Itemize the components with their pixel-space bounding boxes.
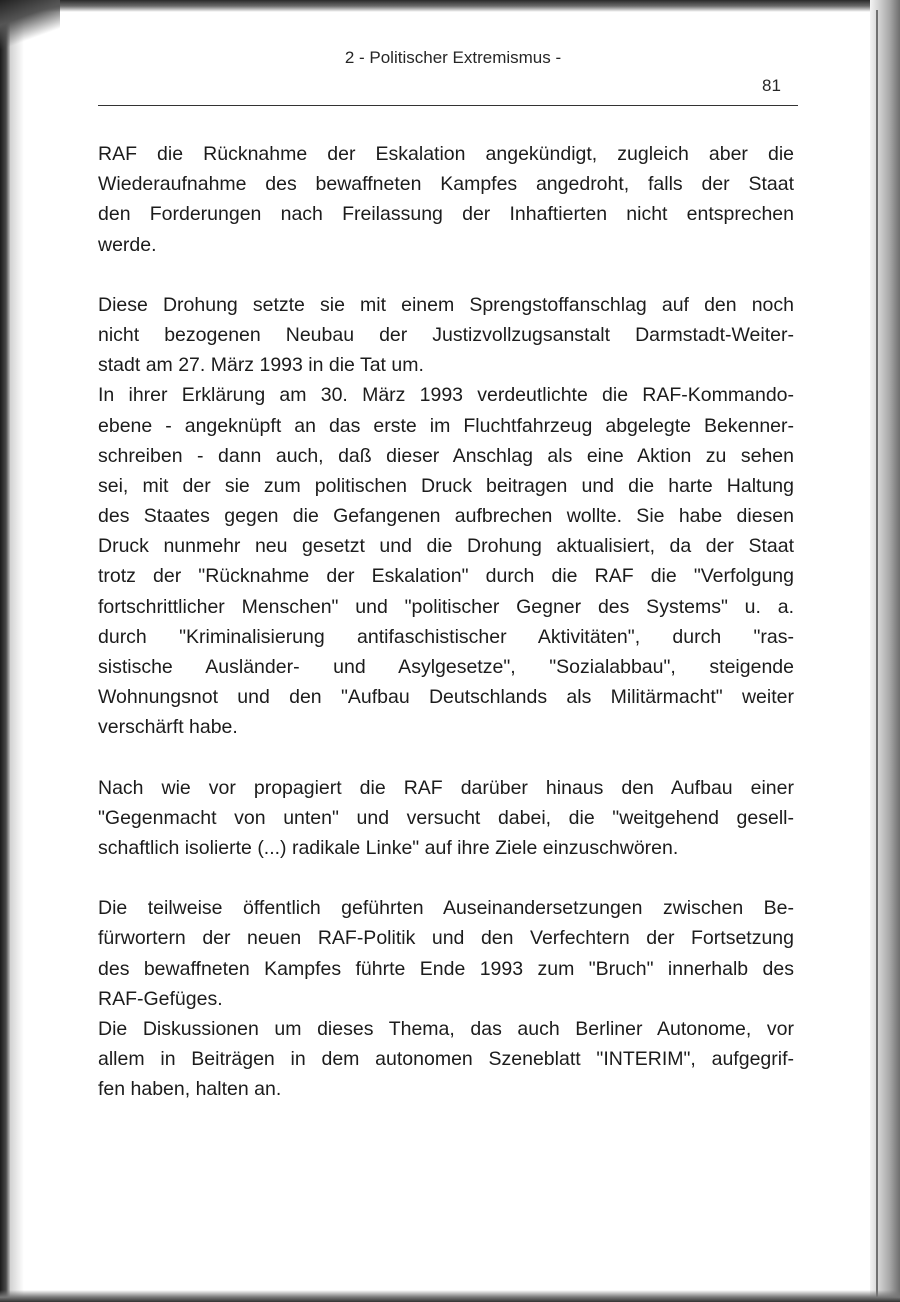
paragraph-5 (98, 893, 794, 1014)
text-line: allem in Beiträgen in dem autonomen Szeneblatt "INTERIM", aufgegrif- (98, 1048, 794, 1071)
running-title: 2 - Politischer Extremismus - (344, 48, 562, 67)
scan-edge-top (0, 0, 900, 12)
text-line: trotz der "Rücknahme der Eskalation" durch die RAF die "Verfolgung (98, 565, 794, 588)
scan-corner-top-left (0, 0, 60, 50)
text-line: ebene - angeknüpft an das erste im Fluchtfahrzeug abgelegte Bekenner- (98, 414, 794, 437)
paragraph-4 (98, 773, 794, 864)
text-line: nicht bezogenen Neubau der Justizvollzugsanstalt Darmstadt-Weiter- (98, 323, 794, 346)
paragraph-1 (98, 139, 794, 260)
text-line: Die teilweise öffentlich geführten Auseinandersetzungen zwischen Be- (98, 897, 794, 920)
paragraph-2 (98, 290, 794, 381)
text-line: fürwortern der neuen RAF-Politik und den Verfechtern der Fortsetzung (98, 927, 794, 950)
paragraph-gap (98, 260, 794, 290)
body-text (98, 139, 794, 1104)
text-line: fortschrittlicher Menschen" und "politischer Gegner des Systems" u. a. (98, 595, 794, 618)
text-line: Druck nunmehr neu gesetzt und die Drohung aktualisiert, da der Staat (98, 535, 794, 558)
text-line: RAF-Gefüges. (98, 987, 223, 1010)
text-line: fen haben, halten an. (98, 1078, 282, 1101)
text-line: schaftlich isolierte (...) radikale Linke" auf ihre Ziele einzuschwören. (98, 836, 679, 859)
text-line: des Staates gegen die Gefangenen aufbrechen wollte. Sie habe diesen (98, 505, 794, 528)
text-line: den Forderungen nach Freilassung der Inhaftierten nicht entsprechen (98, 203, 794, 226)
text-line: In ihrer Erklärung am 30. März 1993 verdeutlichte die RAF-Kommando- (98, 384, 794, 407)
text-line: Wiederaufnahme des bewaffneten Kampfes angedroht, falls der Staat (98, 173, 794, 196)
page-number: 81 (762, 76, 781, 95)
paragraph-3 (98, 380, 794, 742)
paragraph-6 (98, 1014, 794, 1105)
text-line: stadt am 27. März 1993 in die Tat um. (98, 354, 424, 377)
text-line: Nach wie vor propagiert die RAF darüber hinaus den Aufbau einer (98, 776, 794, 799)
text-line: des bewaffneten Kampfes führte Ende 1993 zum "Bruch" innerhalb des (98, 957, 794, 980)
running-head (0, 48, 900, 68)
scan-edge-left-shadow (10, 0, 24, 1302)
text-line: "Gegenmacht von unten" und versucht dabei, die "weitgehend gesell- (98, 806, 794, 829)
text-line: sei, mit der sie zum politischen Druck beitragen und die harte Haltung (98, 474, 794, 497)
scan-edge-bottom (0, 1290, 900, 1302)
text-line: Die Diskussionen um dieses Thema, das auch Berliner Autonome, vor (98, 1017, 794, 1040)
paragraph-gap (98, 863, 794, 893)
text-line: sistische Ausländer- und Asylgesetze", "Sozialabbau", steigende (98, 656, 794, 678)
text-line: verschärft habe. (98, 716, 238, 739)
header-rule (98, 105, 798, 106)
text-line: schreiben - dann auch, daß dieser Anschlag als eine Aktion zu sehen (98, 444, 794, 467)
text-line: Diese Drohung setzte sie mit einem Sprengstoffanschlag auf den noch (98, 293, 794, 316)
text-line: Wohnungsnot und den "Aufbau Deutschlands als Militärmacht" weiter (98, 686, 794, 709)
scan-edge-right (870, 0, 900, 1302)
text-line: werde. (98, 233, 157, 256)
scan-edge-right-line (876, 10, 878, 1302)
scan-edge-left (0, 0, 10, 1302)
text-line: RAF die Rücknahme der Eskalation angekündigt, zugleich aber die (98, 143, 794, 165)
paragraph-gap (98, 743, 794, 773)
text-line: durch "Kriminalisierung antifaschistischer Aktivitäten", durch "ras- (98, 625, 794, 648)
